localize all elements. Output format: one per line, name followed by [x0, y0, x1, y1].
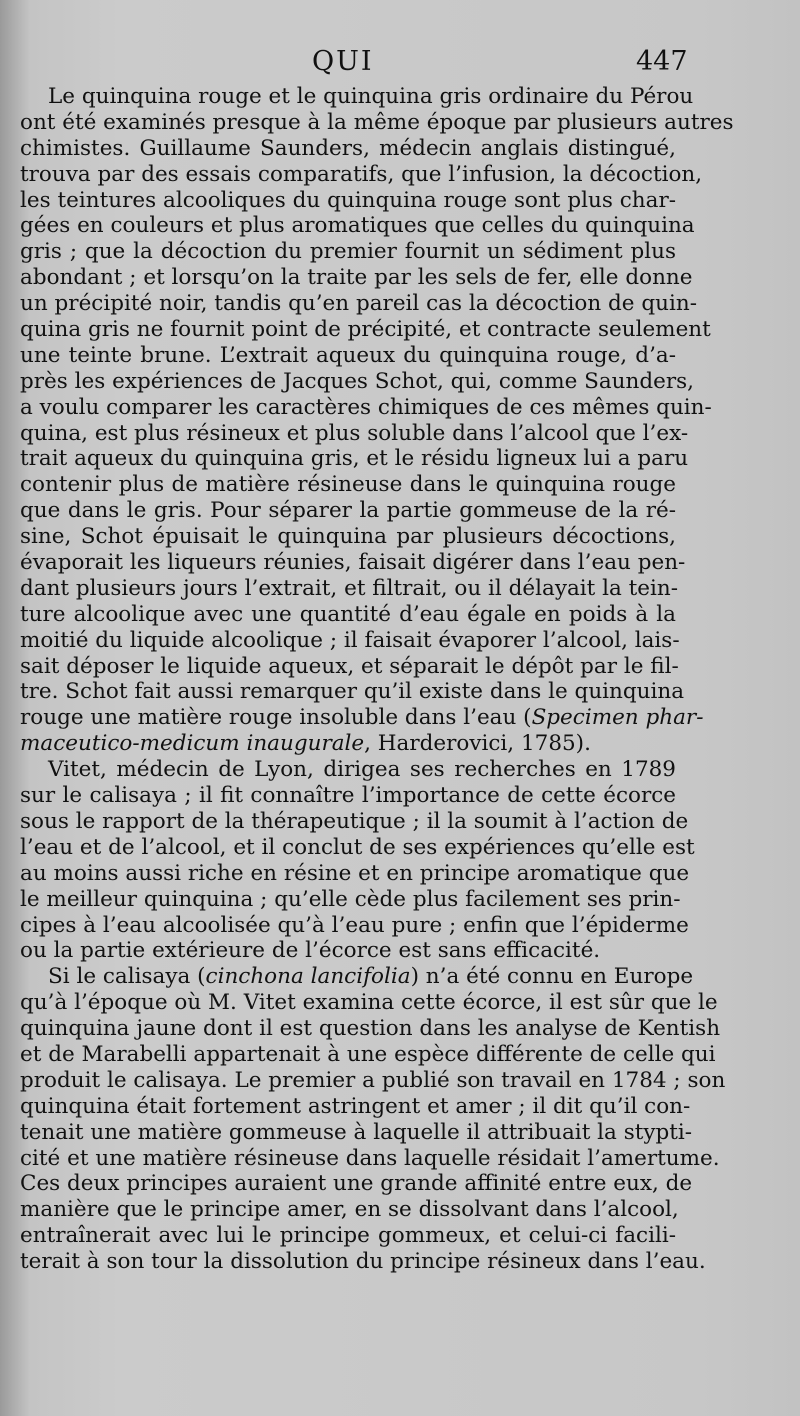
text-line: l’eau et de l’alcool, et il conclut de ses expériences qu’elle est — [20, 834, 695, 860]
italic-species-name: cinchona lancifolia — [205, 964, 411, 990]
text-run: rouge une matière rouge insoluble dans l’eau ( — [20, 705, 532, 731]
text-line: sait déposer le liquide aqueux, et séparait le dépôt par le fil- — [20, 653, 679, 679]
text-line: manière que le principe amer, en se dissolvant dans l’alcool, — [20, 1197, 679, 1223]
text-line: trait aqueux du quinquina gris, et le résidu ligneux lui a paru — [20, 446, 689, 472]
text-line: dant plusieurs jours l’extrait, et filtrait, ou il délayait la tein- — [20, 575, 679, 601]
text-line: une teinte brune. L’extrait aqueux du quinquina rouge, d’a- — [20, 342, 676, 368]
text-line: et de Marabelli appartenait à une espèce différente de celle qui — [20, 1041, 716, 1067]
text-line: ture alcoolique avec une quantité d’eau égale en poids à la — [20, 601, 676, 627]
text-line: entraînerait avec lui le principe gommeux, et celui-ci facili- — [20, 1223, 676, 1249]
running-head: QUI — [312, 46, 374, 77]
text-line: gris ; que la décoction du premier fournit un sédiment plus — [20, 239, 676, 265]
text-line: produit le calisaya. Le premier a publié son travail en 1784 ; son — [20, 1067, 726, 1093]
text-line: sur le calisaya ; il fit connaître l’importance de cette écorce — [20, 783, 676, 809]
text-line: abondant ; et lorsqu’on la traite par les sels de fer, elle donne — [20, 265, 693, 291]
text-line: quina gris ne fournit point de précipité, et contracte seulement — [20, 317, 711, 343]
paragraph — [20, 757, 695, 964]
text-line: le meilleur quinquina ; qu’elle cède plus facilement ses prin- — [20, 886, 681, 912]
text-line: évaporait les liqueurs réunies, faisait digérer dans l’eau pen- — [20, 550, 686, 576]
text-line: quinquina jaune dont il est question dans les analyse de Kentish — [20, 1016, 721, 1042]
italic-citation: maceutico-medicum inaugurale — [20, 731, 365, 757]
text-line: près les expériences de Jacques Schot, qui, comme Saunders, — [20, 368, 695, 394]
text-line: a voulu comparer les caractères chimiques de ces mêmes quin- — [20, 394, 712, 420]
text-line: contenir plus de matière résineuse dans le quinquina rouge — [20, 472, 676, 498]
text-line: cité et une matière résineuse dans laquelle résidait l’amertume. — [20, 1145, 720, 1171]
text-line: tenait une matière gommeuse à laquelle il attribuait la stypti- — [20, 1119, 693, 1145]
text-line: ont été examinés presque à la même époque par plusieurs autres — [20, 109, 734, 135]
text-line — [20, 705, 704, 731]
text-line: quina, est plus résineux et plus soluble dans l’alcool que l’ex- — [20, 420, 689, 446]
text-line: les teintures alcooliques du quinquina rouge sont plus char- — [20, 187, 676, 213]
text-line: Vitet, médecin de Lyon, dirigea ses recherches en 1789 — [48, 757, 676, 783]
text-line: au moins aussi riche en résine et en principe aromatique que — [20, 860, 690, 886]
page-number: 447 — [636, 46, 688, 77]
text-line: tre. Schot fait aussi remarquer qu’il existe dans le quinquina — [20, 679, 685, 705]
body-text — [20, 84, 734, 1275]
text-line: un précipité noir, tandis qu’en pareil cas la décoction de quin- — [20, 291, 697, 317]
text-line — [20, 731, 676, 757]
text-line: Ces deux principes auraient une grande affinité entre eux, de — [20, 1171, 693, 1197]
text-line: terait à son tour la dissolution du principe résineux dans l’eau. — [20, 1249, 706, 1275]
text-line: chimistes. Guillaume Saunders, médecin anglais distingué, — [20, 135, 676, 161]
text-line — [20, 964, 694, 990]
text-line: trouva par des essais comparatifs, que l’infusion, la décoction, — [20, 161, 703, 187]
paragraph — [20, 964, 726, 1275]
text-run: , Harderovici, 1785). — [364, 731, 591, 757]
text-run: Si le calisaya ( — [48, 964, 206, 990]
text-run: ) n’a été connu en Europe — [410, 964, 694, 990]
text-line: cipes à l’eau alcoolisée qu’à l’eau pure ; enfin que l’épiderme — [20, 912, 689, 938]
text-line: quinquina était fortement astringent et amer ; il dit qu’il con- — [20, 1093, 691, 1119]
italic-citation: Specimen phar- — [531, 705, 704, 731]
text-line: qu’à l’époque où M. Vitet examina cette écorce, il est sûr que le — [20, 990, 718, 1016]
paragraph — [20, 84, 734, 757]
text-line: sine, Schot épuisait le quinquina par plusieurs décoctions, — [20, 524, 676, 550]
text-line: moitié du liquide alcoolique ; il faisait évaporer l’alcool, lais- — [20, 627, 680, 653]
text-line: sous le rapport de la thérapeutique ; il la soumit à l’action de — [20, 808, 689, 834]
text-line: gées en couleurs et plus aromatiques que celles du quinquina — [20, 213, 695, 239]
text-line: Le quinquina rouge et le quinquina gris ordinaire du Pérou — [48, 84, 694, 109]
text-line: que dans le gris. Pour séparer la partie gommeuse de la ré- — [20, 498, 676, 524]
text-line: ou la partie extérieure de l’écorce est sans efficacité. — [20, 938, 601, 964]
